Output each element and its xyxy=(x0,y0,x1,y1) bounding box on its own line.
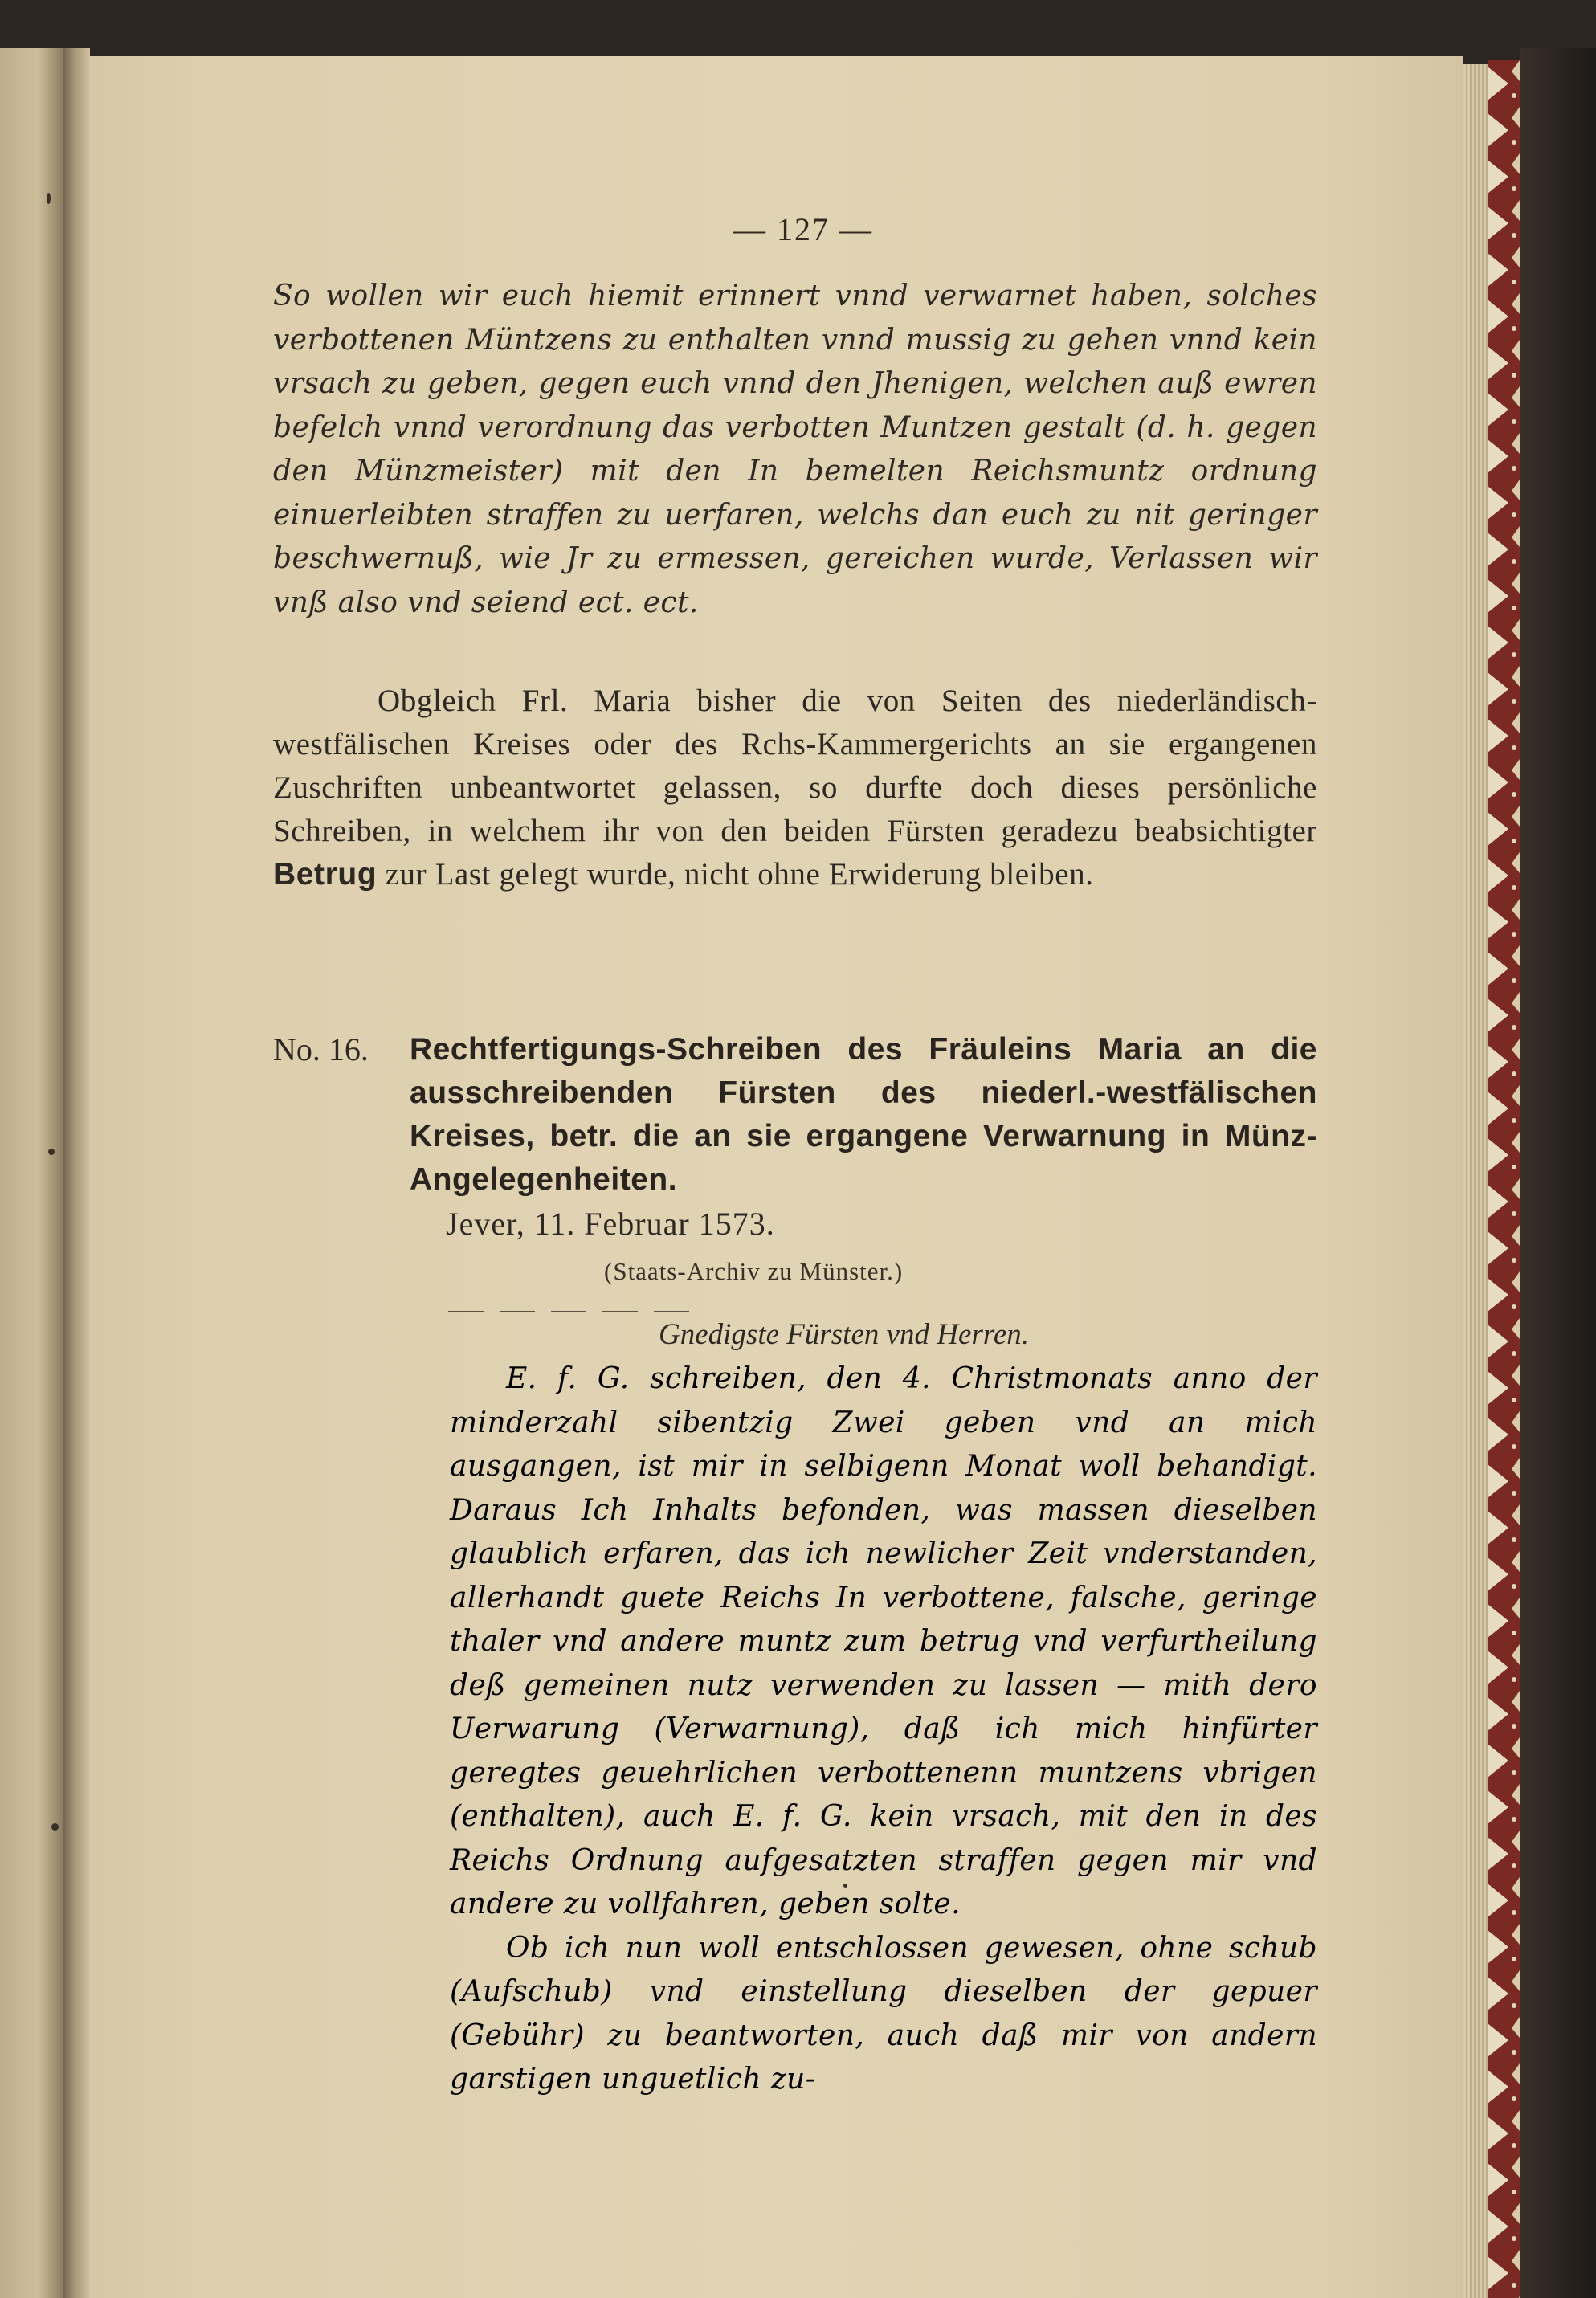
divider-dash xyxy=(654,1311,689,1312)
page-number: — 127 — xyxy=(733,211,873,247)
quoted-letter-excerpt xyxy=(273,275,1317,625)
scan-speck xyxy=(51,1823,59,1831)
quoted-paragraph: So wollen wir euch hiemit erinnert vnnd verwarnet haben, solches verbottenen Müntzens zu enthalten vnnd mussig zu gehen vnnd kein vrsach zu geben, gegen euch vnnd den Jhenigen, welchen auß ewren befelch vnnd verordnung das verbotten Muntzen gestalt (d. h. gegen den Münzmeister) mit den In bemelten Reichsmuntz ordnung einuerleibten straffen zu uerfaren, welchs dan euch zu nit geringer beschwernuß, wie Jr zu ermessen, gereichen wurde, Verlassen wir vnß also vnd seiend ect. ect. xyxy=(273,280,1317,619)
divider-dash xyxy=(448,1311,484,1312)
letter-paragraph: E. f. G. schreiben, den 4. Christmonats anno der minderzahl sibentzig Zwei geben vnd an mich ausgangen, ist mir in selbigenn Monat woll behandigt. Daraus Ich Inhalts befonden, was massen dieselben glaublich erfaren, das ich newlicher Zeit vnderstanden, allerhandt guete Reichs In verbottene, falsche, geringe thaler vnd andere muntz zum betrug vnd verfurtheilung deß gemeinen nutz verwenden zu lassen — mith dero Uerwarung (Verwarnung), daß ich mich hinfürter geregtes geuehrlichen verbottenenn muntzens vbrigen (enthalten), auch E. f. G. kein vrsach, mit den in des Reichs Ordnung aufgesatzten straffen gegen mir vnd andere zu vollfahren, geben solte. xyxy=(450,1362,1317,1920)
page-stack-edge xyxy=(1463,64,1488,2298)
divider-dash xyxy=(602,1311,638,1312)
archive-source: (Staats-Archiv zu Münster.) xyxy=(604,1257,904,1285)
commentary-paragraph xyxy=(273,680,1317,896)
scan-speck xyxy=(48,1149,55,1155)
divider-dash xyxy=(500,1311,535,1312)
letter-paragraph: Ob ich nun woll entschlossen gewesen, ohne schub (Aufschub) vnd einstellung dieselben der gepuer (Gebühr) zu beantworten, auch daß mir von andern garstigen unguetlich zu- xyxy=(450,1931,1317,2096)
binding-pattern xyxy=(1488,60,1520,2298)
marbled-binding xyxy=(1488,60,1520,2298)
scan-speck xyxy=(47,193,51,204)
document-number: No. 16. xyxy=(273,1031,369,1067)
divider-dash xyxy=(551,1311,586,1312)
commentary-text-before: Obgleich Frl. Maria bisher die von Seiten des niederländisch-westfälischen Kreises oder des Rchs-Kammergerichts an sie ergangenen Zuschriften unbeantwortet gelassen, so durfte doch dieses persönliche Schreiben, in welchem ihr von den beiden Fürsten geradezu beabsichtigter xyxy=(273,684,1317,848)
letter-salutation: Gnedigste Fürsten vnd Herren. xyxy=(659,1318,1030,1351)
emphasis-word: Betrug xyxy=(273,857,378,892)
document-heading xyxy=(273,1028,1317,1202)
commentary-text-after: zur Last gelegt wurde, nicht ohne Erwiderung bleiben. xyxy=(385,857,1094,892)
section-divider xyxy=(448,1311,689,1312)
book-cover-edge xyxy=(1520,48,1596,2298)
book-gutter xyxy=(63,48,90,2298)
place-date: Jever, 11. Februar 1573. xyxy=(446,1206,775,1242)
document-title: Rechtfertigungs-Schreiben des Fräuleins Maria an die ausschreibenden Fürsten des niederl.-westfälischen Kreises, betr. die an sie ergangene Verwarnung in Münz-Angelegenheiten. xyxy=(410,1032,1317,1197)
facing-page-edge xyxy=(0,48,63,2298)
commentary-text xyxy=(273,680,1317,896)
letter-body xyxy=(450,1357,1317,2102)
